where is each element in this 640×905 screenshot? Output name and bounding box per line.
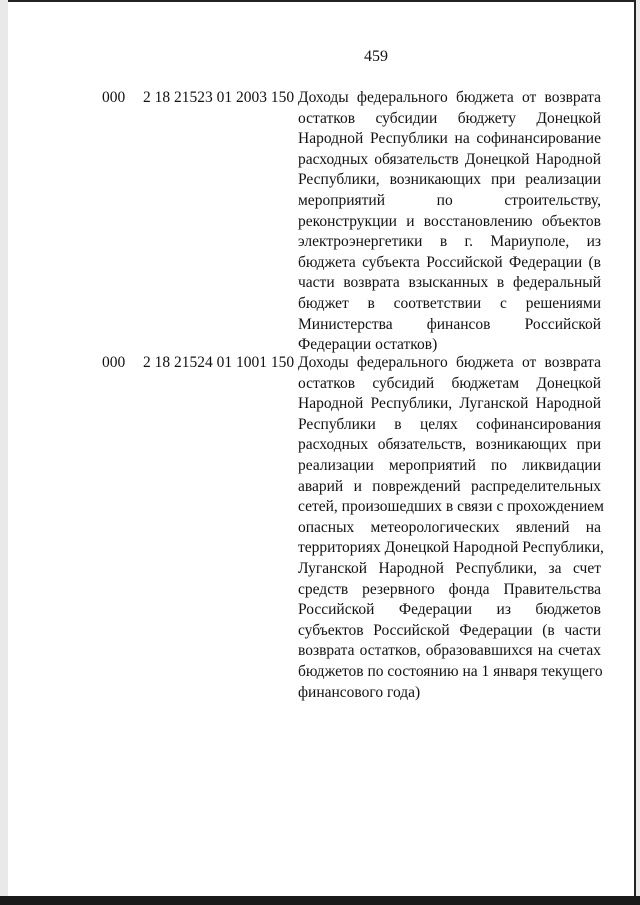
page-number: 459: [364, 48, 388, 65]
description-line: Народной Республики на софинансирование: [298, 130, 601, 148]
description-line: субъектов Российской Федерации (в части: [298, 621, 601, 639]
description-line: остатков субсидий бюджетам Донецкой: [298, 374, 601, 392]
document-page: [8, 0, 636, 896]
description-line: электроэнергетики в г. Мариуполе, из: [298, 233, 601, 251]
description-line: бюджет в соответствии с решениями: [298, 294, 601, 312]
description-line: расходных обязательств Донецкой Народной: [298, 150, 601, 168]
description-line: расходных обязательств, возникающих при: [298, 436, 601, 454]
description-line: финансового года): [298, 683, 421, 701]
description-line: Луганской Народной Республики, за счет: [298, 559, 601, 577]
description-line: средств резервного фонда Правительства: [298, 580, 601, 598]
description-line: Народной Республики, Луганской Народной: [298, 395, 601, 413]
description-line: Федерации остатков): [298, 336, 438, 354]
description-line: реализации мероприятий по ликвидации: [298, 456, 601, 474]
description-line: Республики, возникающих при реализации: [298, 171, 601, 189]
description-line: сетей, произошедших в связи с прохождением: [298, 498, 604, 516]
description-line: Российской Федерации из бюджетов: [298, 601, 601, 619]
description-line: части возврата взысканных в федеральный: [298, 274, 601, 292]
income-description: [298, 88, 601, 356]
budget-classification-code: 2 18 21523 01 2003 150: [143, 89, 295, 106]
description-line: Республики в целях софинансирования: [298, 415, 601, 433]
description-line: остатков субсидии бюджету Донецкой: [298, 109, 601, 127]
admin-code: 000: [102, 89, 126, 106]
description-line: территориях Донецкой Народной Республики,: [298, 539, 604, 557]
description-line: мероприятий по строительству,: [298, 191, 601, 209]
description-line: опасных метеорологических явлений на: [298, 518, 601, 536]
description-line: реконструкции и восстановлению объектов: [298, 212, 601, 230]
description-line: Министерства финансов Российской: [298, 315, 601, 333]
budget-classification-code: 2 18 21524 01 1001 150: [143, 354, 295, 371]
description-line: Доходы федерального бюджета от возврата: [298, 354, 601, 371]
description-line: бюджетов по состоянию на 1 января текущего: [298, 662, 603, 680]
description-line: Доходы федерального бюджета от возврата: [298, 89, 601, 106]
admin-code: 000: [102, 354, 126, 371]
income-description: [298, 353, 604, 703]
scan-bottom-edge: [0, 896, 640, 905]
description-line: бюджета субъекта Российской Федерации (в: [298, 253, 601, 271]
description-line: аварий и повреждений распределительных: [298, 477, 601, 495]
description-line: возврата остатков, образовавшихся на счетах: [298, 642, 601, 660]
